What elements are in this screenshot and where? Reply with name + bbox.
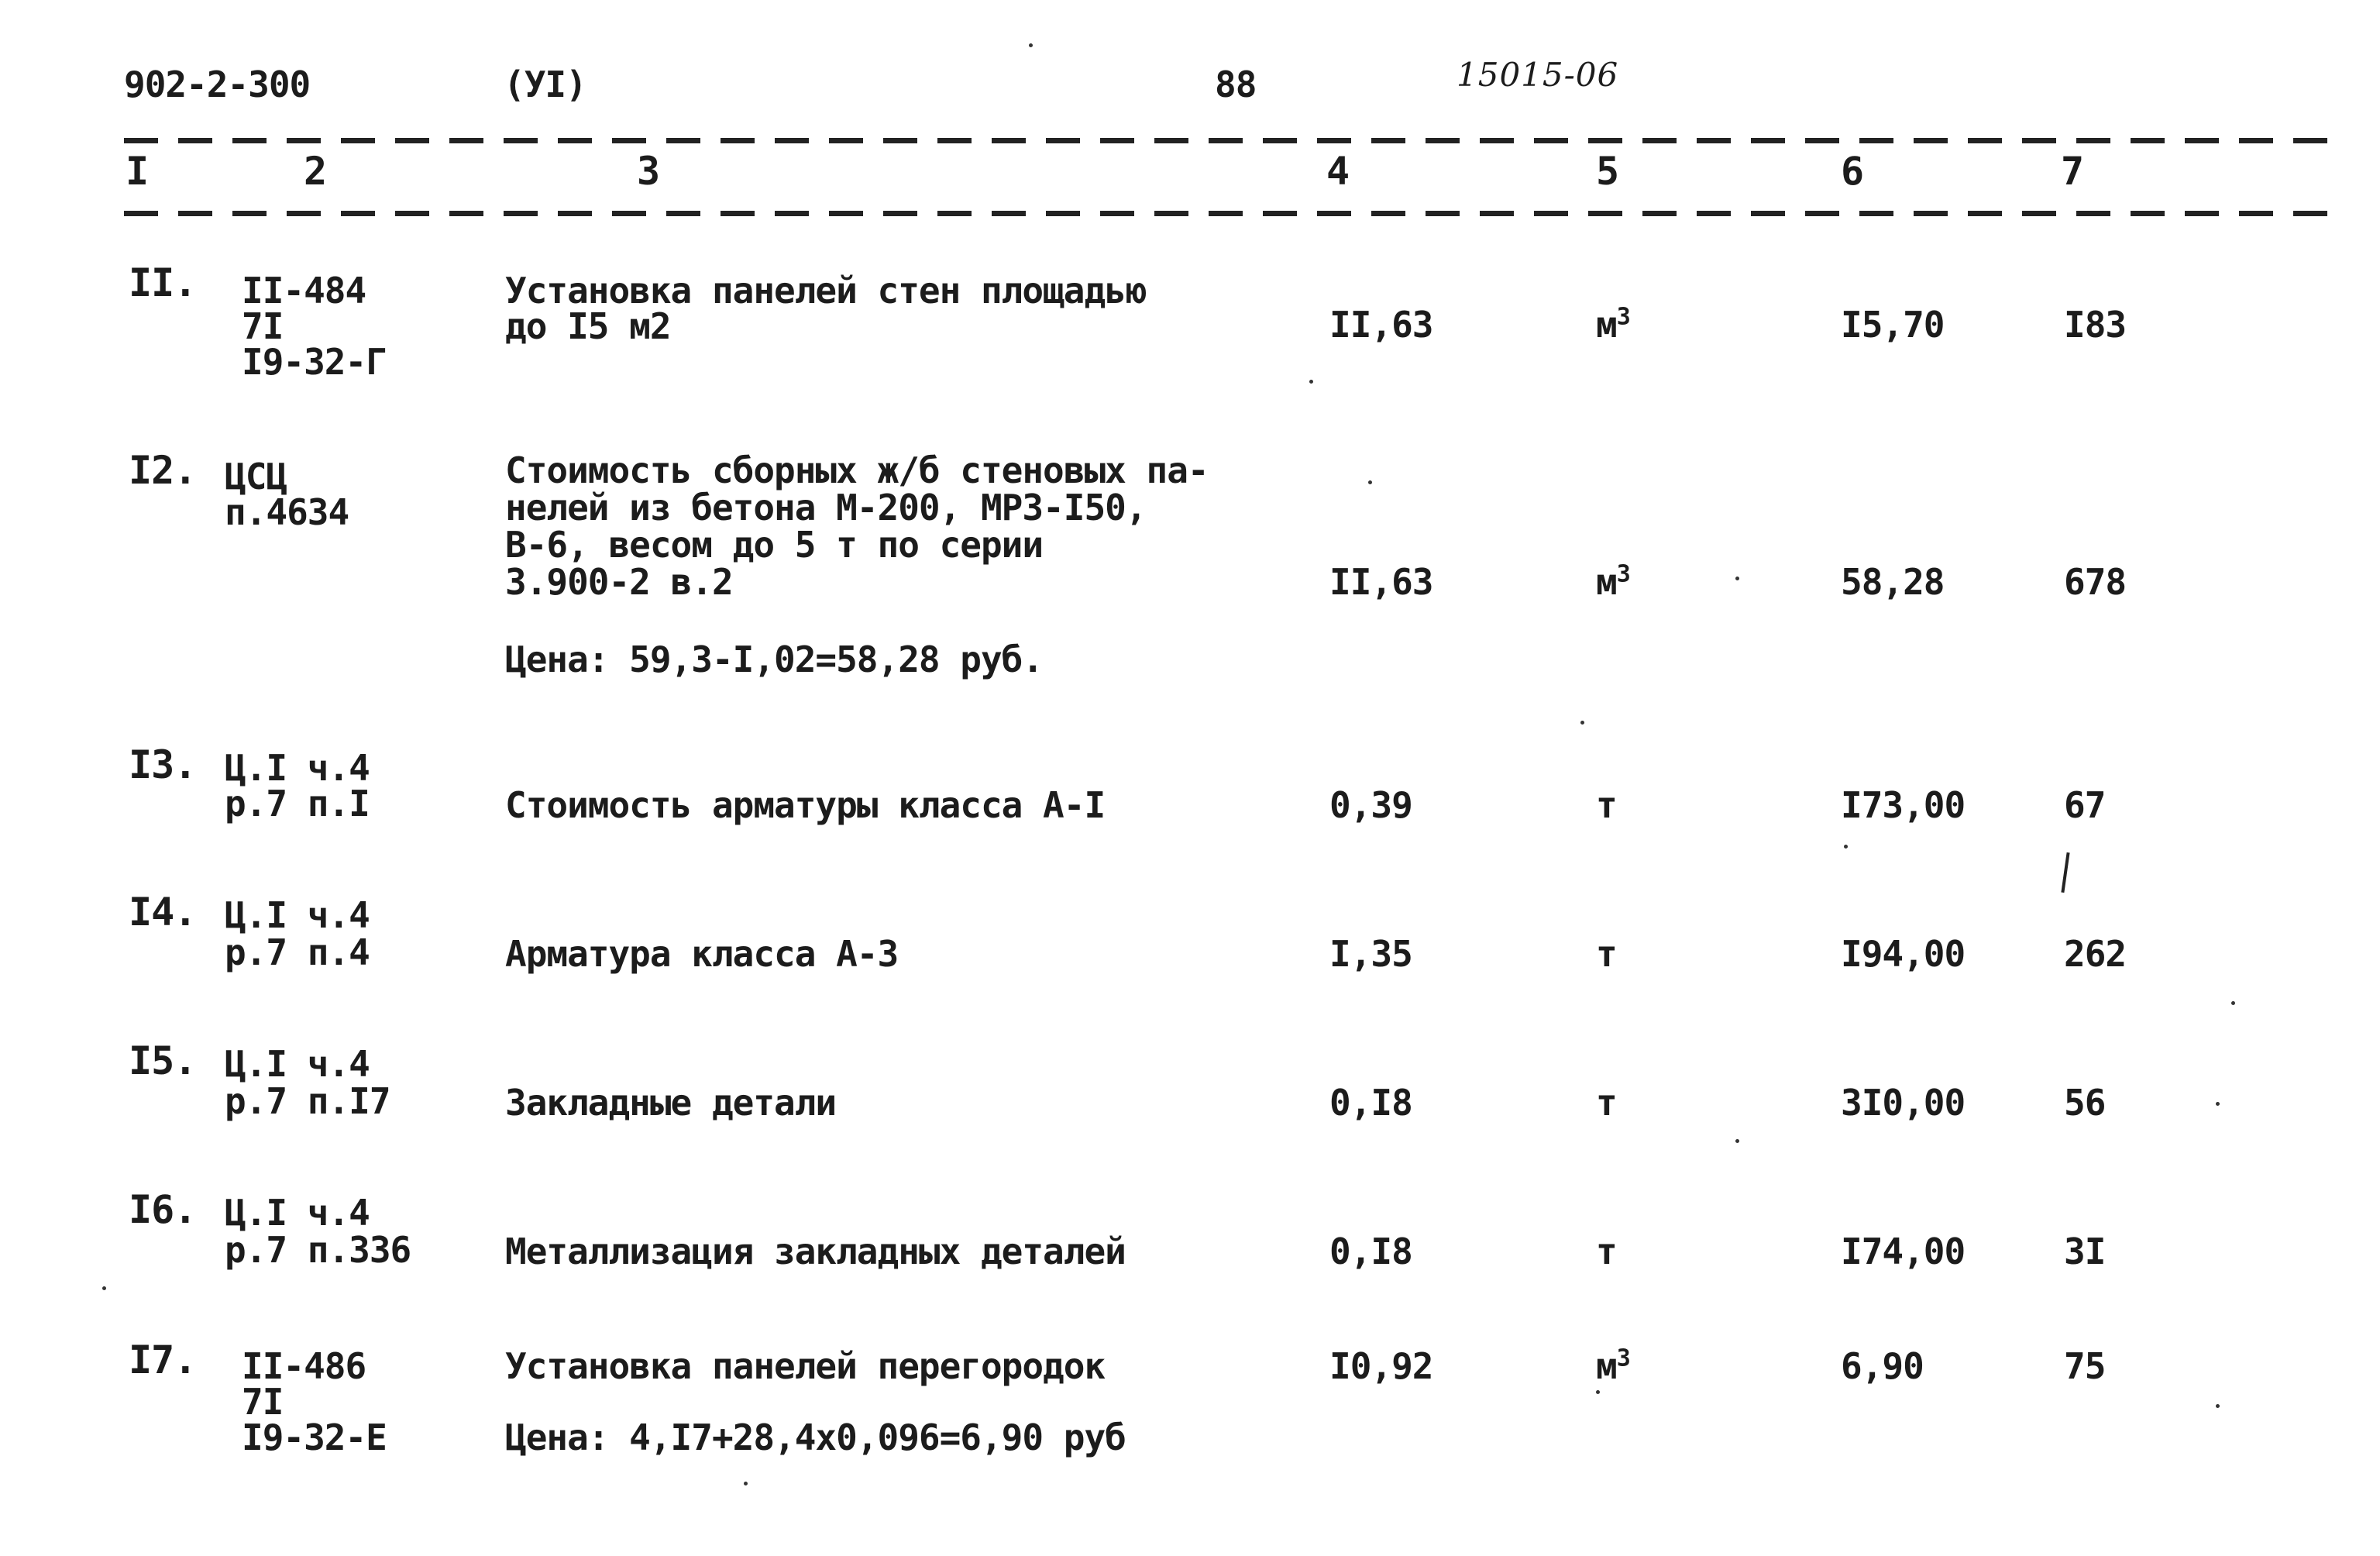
scan-speck — [1596, 1390, 1600, 1394]
row-unit: т — [1596, 784, 1617, 826]
row-unit: т — [1596, 1231, 1617, 1272]
row-price: I73,00 — [1841, 784, 1966, 826]
scan-speck — [1735, 1139, 1739, 1143]
scan-speck — [1735, 577, 1739, 580]
row-ref-line: Ц.I ч.4 — [225, 747, 370, 789]
column-header-7: 7 — [2061, 149, 2084, 194]
row-ref-line: ЦСЦ — [225, 456, 287, 497]
column-header-3: 3 — [637, 149, 660, 194]
row-ref-line: 7I — [242, 305, 284, 347]
handwritten-code: 15015-06 — [1457, 56, 1619, 94]
row-price: 58,28 — [1841, 561, 1945, 603]
section-label: (УI) — [504, 64, 586, 105]
row-quantity: II,63 — [1329, 304, 1433, 346]
row-quantity: I,35 — [1329, 933, 1412, 975]
column-header-4: 4 — [1326, 149, 1350, 194]
row-number: I4. — [129, 890, 197, 935]
scan-speck — [1844, 845, 1848, 849]
scan-speck — [2216, 1404, 2220, 1408]
scan-speck — [102, 1286, 106, 1290]
row-desc-line: Установка панелей стен площадью — [505, 270, 1147, 312]
column-header-1: I — [126, 149, 149, 194]
scan-speck — [2231, 1001, 2235, 1005]
row-unit: $м^3$ — [1596, 560, 1630, 603]
row-ref-line: I9-32-Е — [242, 1417, 387, 1458]
row-unit: т — [1596, 1082, 1617, 1124]
row-quantity: 0,I8 — [1329, 1082, 1412, 1124]
row-desc-line: В-6, весом до 5 т по серии — [505, 524, 1044, 566]
row-ref-line: I9-32-Г — [242, 341, 387, 383]
row-quantity: I0,92 — [1329, 1345, 1433, 1387]
scan-speck — [1029, 43, 1033, 47]
column-header-6: 6 — [1841, 149, 1864, 194]
row-ref-line: р.7 п.336 — [225, 1229, 411, 1271]
row-number: I7. — [129, 1337, 197, 1382]
row-price: 6,90 — [1841, 1345, 1924, 1387]
row-number: I2. — [129, 448, 197, 493]
scan-speck — [1580, 721, 1584, 725]
row-price: 3I0,00 — [1841, 1082, 1966, 1124]
row-desc-line: Арматура класса А-3 — [505, 933, 899, 975]
row-number: II. — [129, 260, 197, 305]
row-ref-line: р.7 п.4 — [225, 931, 370, 973]
row-quantity: 0,39 — [1329, 784, 1412, 826]
row-number: I3. — [129, 742, 197, 787]
row-desc-line: Закладные детали — [505, 1082, 837, 1124]
row-unit: $м^3$ — [1596, 303, 1630, 346]
row-ref-line: II-486 — [242, 1345, 366, 1387]
row-ref-line: р.7 п.I — [225, 783, 370, 824]
row-desc-line: Металлизация закладных деталей — [505, 1231, 1126, 1272]
row-total: 56 — [2064, 1082, 2106, 1124]
row-price: I74,00 — [1841, 1231, 1966, 1272]
row-total: 3I — [2064, 1231, 2106, 1272]
scan-speck — [1309, 380, 1313, 384]
row-desc-line: Стоимость арматуры класса А-I — [505, 784, 1106, 826]
row-ref-line: II-484 — [242, 270, 366, 312]
scan-speck — [744, 1482, 748, 1485]
row-total: 67 — [2064, 784, 2106, 826]
row-number: I6. — [129, 1187, 197, 1232]
row-total: I83 — [2064, 304, 2127, 346]
row-ref-line: Ц.I ч.4 — [225, 1192, 370, 1234]
row-total: 75 — [2064, 1345, 2106, 1387]
row-ref-line: 7I — [242, 1381, 284, 1423]
scan-speck — [1368, 480, 1372, 484]
row-ref-line: п.4634 — [225, 491, 349, 533]
header-bottom-rule — [124, 211, 2340, 216]
row-desc-line: Установка панелей перегородок — [505, 1345, 1106, 1387]
row-unit: т — [1596, 933, 1617, 975]
row-ref-line: р.7 п.I7 — [225, 1080, 390, 1122]
column-header-2: 2 — [304, 149, 327, 194]
row-ref-line: Ц.I ч.4 — [225, 1043, 370, 1085]
header-top-rule — [124, 138, 2340, 143]
row-desc-line: нелей из бетона М-200, МРЗ-I50, — [505, 487, 1147, 528]
scan-speck — [2216, 1102, 2220, 1106]
row-desc-line: до I5 м2 — [505, 305, 671, 347]
row-desc-line: 3.900-2 в.2 — [505, 561, 733, 603]
row-note: Цена: 59,3-I,02=58,28 руб. — [505, 639, 1044, 680]
row-unit: $м^3$ — [1596, 1344, 1630, 1387]
doc-code: 902-2-300 — [124, 64, 311, 105]
pen-mark — [2061, 852, 2069, 893]
row-quantity: II,63 — [1329, 561, 1433, 603]
row-price: I94,00 — [1841, 933, 1966, 975]
row-quantity: 0,I8 — [1329, 1231, 1412, 1272]
row-number: I5. — [129, 1038, 197, 1083]
row-price: I5,70 — [1841, 304, 1945, 346]
row-ref-line: Ц.I ч.4 — [225, 894, 370, 936]
column-header-5: 5 — [1596, 149, 1619, 194]
page-number: 88 — [1215, 64, 1257, 105]
row-note: Цена: 4,I7+28,4х0,096=6,90 руб — [505, 1417, 1126, 1458]
row-desc-line: Стоимость сборных ж/б стеновых па- — [505, 449, 1209, 491]
row-total: 678 — [2064, 561, 2127, 603]
row-total: 262 — [2064, 933, 2127, 975]
